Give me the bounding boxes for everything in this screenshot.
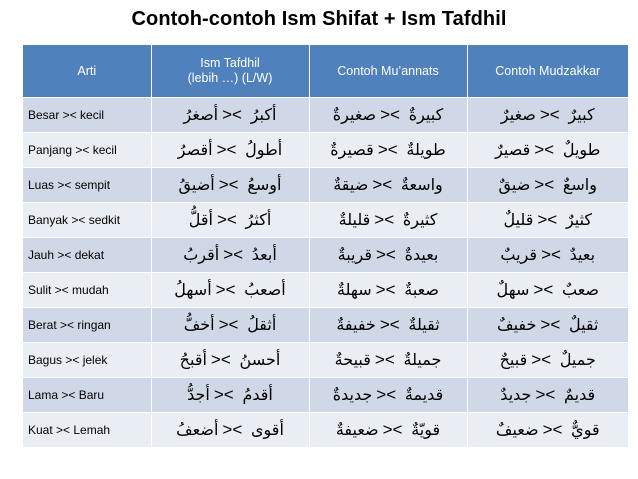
cell-tafdhil xyxy=(151,133,309,168)
tafdhil-word-1: أحسنُ xyxy=(239,350,281,369)
tafdhil-word-1: أقدمُ xyxy=(242,385,273,404)
cell-tafdhil xyxy=(151,168,309,203)
cell-tafdhil xyxy=(151,238,309,273)
table-row xyxy=(23,133,628,168)
mudzakkar-word-2: قصيرٌ xyxy=(495,140,531,159)
cell-arti: Besar >< kecil xyxy=(23,98,151,133)
tafdhil-word-1: أكثرُ xyxy=(245,210,272,229)
muannats-word-1: جميلةٌ xyxy=(403,350,442,369)
tafdhil-word-1: أبعدُ xyxy=(251,245,277,264)
tafdhil-word-1: أثقلُ xyxy=(247,315,277,334)
opposite-separator: >< xyxy=(223,245,248,264)
mudzakkar-word-2: ضعيفٌ xyxy=(495,420,539,439)
header-tafdhil-line1: Ism Tafdhil xyxy=(200,56,260,70)
table-row xyxy=(23,203,628,238)
muannats-word-1: واسعةٌ xyxy=(400,175,443,194)
cell-mudzakkar xyxy=(467,133,628,168)
opposite-separator: >< xyxy=(222,420,247,439)
tafdhil-word-1: أطولُ xyxy=(245,140,283,159)
table-row xyxy=(23,273,628,308)
ism-table xyxy=(23,45,628,447)
header-arti: Arti xyxy=(23,45,151,98)
muannats-word-1: كثيرةٌ xyxy=(402,210,438,229)
cell-tafdhil xyxy=(151,203,309,238)
opposite-separator: >< xyxy=(222,105,247,124)
cell-arti: Jauh >< dekat xyxy=(23,238,151,273)
opposite-separator: >< xyxy=(216,210,242,229)
mudzakkar-word-2: سهلٌ xyxy=(496,280,530,299)
mudzakkar-word-1: جميلٌ xyxy=(559,350,596,369)
tafdhil-word-2: أخفُّ xyxy=(183,315,215,334)
cell-mudzakkar xyxy=(467,273,628,308)
tafdhil-word-2: أقبحُ xyxy=(179,350,207,369)
mudzakkar-word-1: صعبٌ xyxy=(561,280,599,299)
mudzakkar-word-1: قديمٌ xyxy=(564,385,596,404)
muannats-word-2: جديدةٌ xyxy=(332,385,373,404)
cell-tafdhil xyxy=(151,413,309,448)
mudzakkar-word-2: صغيرٌ xyxy=(500,105,536,124)
muannats-word-1: قديمةٌ xyxy=(404,385,444,404)
table-row xyxy=(23,308,628,343)
opposite-separator: >< xyxy=(213,385,239,404)
muannats-word-2: سهلةٌ xyxy=(337,280,372,299)
mudzakkar-word-2: قريبٌ xyxy=(500,245,538,264)
tafdhil-word-2: أجدُّ xyxy=(187,385,210,404)
cell-mudzakkar xyxy=(467,168,628,203)
cell-arti: Luas >< sempit xyxy=(23,168,151,203)
table-body xyxy=(23,98,628,448)
tafdhil-word-2: أصغرُ xyxy=(183,105,219,124)
page-title: Contoh-contoh Ism Shifat + Ism Tafdhil xyxy=(131,8,507,30)
tafdhil-word-1: أوسعُ xyxy=(247,175,282,194)
opposite-separator: >< xyxy=(379,315,405,334)
cell-muannats xyxy=(309,378,467,413)
cell-tafdhil xyxy=(151,343,309,378)
table-row xyxy=(23,413,628,448)
opposite-separator: >< xyxy=(216,140,242,159)
opposite-separator: >< xyxy=(534,175,559,194)
header-ism-tafdhil xyxy=(151,45,309,98)
mudzakkar-word-1: كبيرٌ xyxy=(568,105,595,124)
tafdhil-word-2: أضعفُ xyxy=(176,420,219,439)
opposite-separator: >< xyxy=(534,140,559,159)
muannats-word-2: خفيفةٌ xyxy=(336,315,376,334)
table-row xyxy=(23,238,628,273)
tafdhil-word-2: أقصرُ xyxy=(177,140,213,159)
cell-arti: Panjang >< kecil xyxy=(23,133,151,168)
cell-tafdhil xyxy=(151,98,309,133)
tafdhil-word-2: أقلُّ xyxy=(188,210,213,229)
opposite-separator: >< xyxy=(215,280,241,299)
opposite-separator: >< xyxy=(375,245,401,264)
muannats-word-1: صعبةٌ xyxy=(404,280,439,299)
muannats-word-2: قريبةٌ xyxy=(337,245,372,264)
opposite-separator: >< xyxy=(376,385,401,404)
cell-arti: Kuat >< Lemah xyxy=(23,413,151,448)
mudzakkar-word-1: قويٌّ xyxy=(571,420,600,439)
opposite-separator: >< xyxy=(539,105,565,124)
opposite-separator: >< xyxy=(375,280,401,299)
tafdhil-word-2: أضيقُ xyxy=(178,175,215,194)
opposite-separator: >< xyxy=(542,420,568,439)
header-muannats: Contoh Mu’annats xyxy=(309,45,467,98)
table-row xyxy=(23,378,628,413)
mudzakkar-word-1: بعيدٌ xyxy=(569,245,596,264)
cell-muannats xyxy=(309,168,467,203)
table-row xyxy=(23,343,628,378)
opposite-separator: >< xyxy=(218,315,244,334)
cell-tafdhil xyxy=(151,273,309,308)
muannats-word-2: قصيرةٌ xyxy=(330,140,374,159)
cell-muannats xyxy=(309,98,467,133)
opposite-separator: >< xyxy=(531,350,556,369)
tafdhil-word-1: أكبرُ xyxy=(250,105,277,124)
opposite-separator: >< xyxy=(535,385,561,404)
table-row xyxy=(23,168,628,203)
opposite-separator: >< xyxy=(382,420,408,439)
muannats-word-2: صغيرةٌ xyxy=(332,105,377,124)
cell-tafdhil xyxy=(151,308,309,343)
mudzakkar-word-2: قبيحٌ xyxy=(499,350,528,369)
cell-mudzakkar xyxy=(467,413,628,448)
mudzakkar-word-1: واسعٌ xyxy=(562,175,597,194)
muannats-word-1: كبيرةٌ xyxy=(408,105,444,124)
opposite-separator: >< xyxy=(540,315,565,334)
mudzakkar-word-2: جديدٌ xyxy=(500,385,532,404)
cell-muannats xyxy=(309,413,467,448)
mudzakkar-word-1: كثيرٌ xyxy=(565,210,593,229)
muannats-word-2: قبيحةٌ xyxy=(334,350,371,369)
opposite-separator: >< xyxy=(533,280,558,299)
cell-muannats xyxy=(309,343,467,378)
opposite-separator: >< xyxy=(380,105,405,124)
tafdhil-word-1: أقوى xyxy=(251,420,284,439)
opposite-separator: >< xyxy=(537,210,562,229)
cell-mudzakkar xyxy=(467,343,628,378)
muannats-word-1: طويلةٌ xyxy=(406,140,446,159)
muannats-word-2: قليلةٌ xyxy=(338,210,371,229)
opposite-separator: >< xyxy=(372,175,397,194)
cell-mudzakkar xyxy=(467,203,628,238)
cell-arti: Banyak >< sedkit xyxy=(23,203,151,238)
cell-tafdhil xyxy=(151,378,309,413)
mudzakkar-word-1: ثقيلٌ xyxy=(568,315,599,334)
muannats-word-2: ضعيفةٌ xyxy=(335,420,379,439)
table-header-row xyxy=(23,45,628,98)
cell-mudzakkar xyxy=(467,98,628,133)
cell-muannats xyxy=(309,273,467,308)
cell-arti: Lama >< Baru xyxy=(23,378,151,413)
tafdhil-word-2: أسهلُ xyxy=(174,280,212,299)
mudzakkar-word-2: قليلٌ xyxy=(503,210,534,229)
cell-muannats xyxy=(309,308,467,343)
cell-arti: Berat >< ringan xyxy=(23,308,151,343)
mudzakkar-word-2: خفيفٌ xyxy=(497,315,537,334)
opposite-separator: >< xyxy=(218,175,244,194)
cell-mudzakkar xyxy=(467,238,628,273)
cell-muannats xyxy=(309,203,467,238)
muannats-word-1: بعيدةٌ xyxy=(404,245,439,264)
cell-arti: Bagus >< jelek xyxy=(23,343,151,378)
tafdhil-word-2: أقربُ xyxy=(183,245,220,264)
opposite-separator: >< xyxy=(374,210,399,229)
muannats-word-1: ثقيلةٌ xyxy=(408,315,440,334)
cell-arti: Sulit >< mudah xyxy=(23,273,151,308)
tafdhil-word-1: أصعبُ xyxy=(244,280,286,299)
cell-muannats xyxy=(309,133,467,168)
muannats-word-2: ضيقةٌ xyxy=(333,175,369,194)
cell-muannats xyxy=(309,238,467,273)
opposite-separator: >< xyxy=(377,140,403,159)
header-tafdhil-line2: (lebih …) (L/W) xyxy=(187,71,273,85)
cell-mudzakkar xyxy=(467,308,628,343)
cell-mudzakkar xyxy=(467,378,628,413)
mudzakkar-word-2: ضيقٌ xyxy=(498,175,531,194)
header-mudzakkar: Contoh Mudzakkar xyxy=(467,45,628,98)
opposite-separator: >< xyxy=(541,245,566,264)
mudzakkar-word-1: طويلٌ xyxy=(562,140,601,159)
table-row xyxy=(23,98,628,133)
opposite-separator: >< xyxy=(374,350,400,369)
muannats-word-1: قويّةٌ xyxy=(411,420,441,439)
opposite-separator: >< xyxy=(210,350,236,369)
